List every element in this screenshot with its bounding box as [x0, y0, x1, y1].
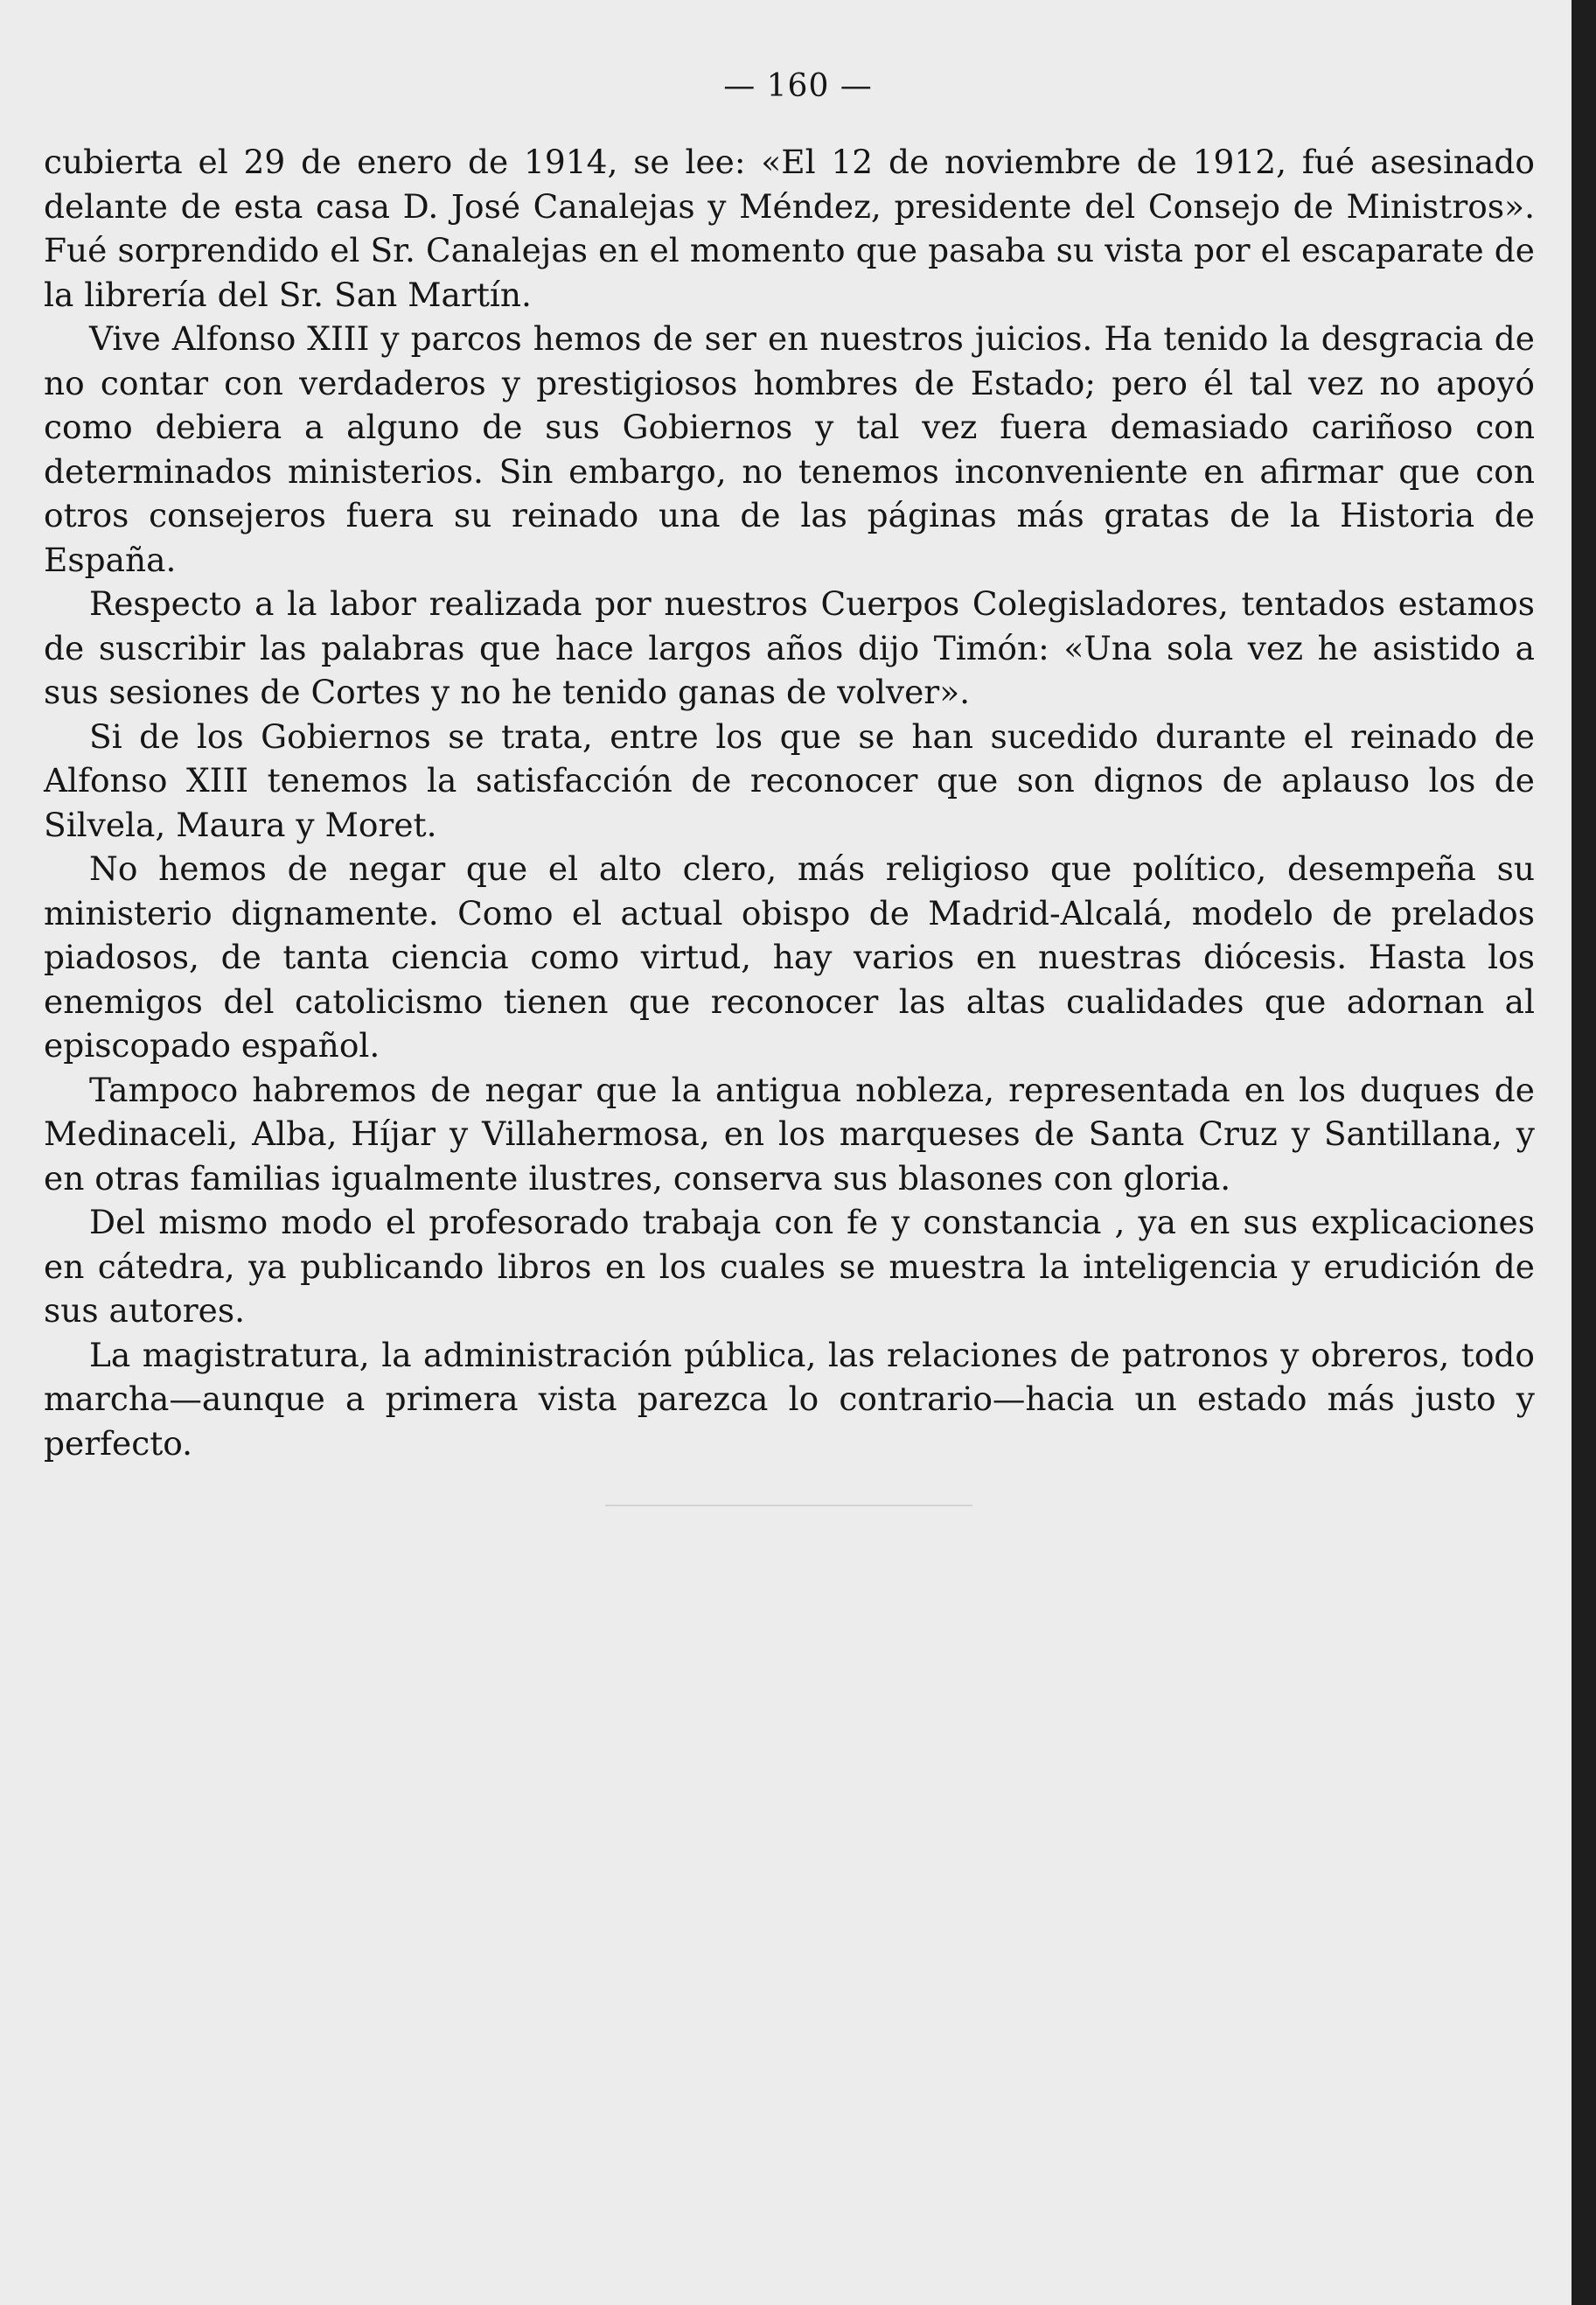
paragraph-6: Tampoco habremos de negar que la antigua nobleza, representada en los duques de Medinaceli, Alba, Híjar y Villahermosa, en los marqueses de Santa Cruz y Santillana, y en otras familias igualmente ilustres, conserva sus blasones con gloria. [44, 1070, 1535, 1198]
show-through-texture [44, 1505, 1535, 2274]
paragraph-7: Del mismo modo el profesorado trabaja con fe y constancia , ya en sus explicaciones en cátedra, ya publicando libros en los cuales se muestra la inteligencia y erudición de sus autores. [44, 1203, 1535, 1330]
paragraph-3: Respecto a la labor realizada por nuestros Cuerpos Colegisladores, tentados estamos de suscribir las palabras que hace largos años dijo Timón: «Una sola vez he asistido a sus sesiones de Cortes y no he tenido ganas de volver». [44, 584, 1535, 711]
body-text [44, 140, 1535, 1465]
page-number: — 160 — [723, 68, 873, 104]
paragraph-5: No hemos de negar que el alto clero, más religioso que político, desempeña su ministerio dignamente. Como el actual obispo de Madrid-Alcalá, modelo de prelados piadosos, de tanta ciencia como virtud, hay varios en nuestras diócesis. Hasta los enemigos del catolicismo tienen que reconocer las altas cualidades que adornan al episcopado español. [44, 849, 1535, 1065]
paragraph-1: cubierta el 29 de enero de 1914, se lee: «El 12 de noviembre de 1912, fué asesinado delante de esta casa D. José Canalejas y Méndez, presidente del Consejo de Ministros». Fué sorprendido el Sr. Canalejas en el momento que pasaba su vista por el escaparate de la librería del Sr. San Martín. [44, 143, 1535, 314]
page-edge-shadow [1572, 0, 1596, 2305]
show-through-rule [606, 1505, 973, 1506]
paragraph-8: La magistratura, la administración pública, las relaciones de patronos y obreros, todo marcha—aunque a primera vista parezca lo contrario—hacia un estado más justo y perfecto. [44, 1335, 1535, 1463]
paragraph-4: Si de los Gobiernos se trata, entre los que se han sucedido durante el reinado de Alfonso XIII tenemos la satisfacción de reconocer que son dignos de aplauso los de Silvela, Maura y Moret. [44, 716, 1535, 844]
paragraph-2: Vive Alfonso XIII y parcos hemos de ser en nuestros juicios. Ha tenido la desgracia de no contar con verdaderos y prestigiosos hombres de Estado; pero él tal vez no apoyó como debiera a alguno de sus Gobiernos y tal vez fuera demasiado cariñoso con determinados ministerios. Sin embargo, no tenemos inconveniente en afirmar que con otros consejeros fuera su reinado una de las páginas más gratas de la Historia de España. [44, 319, 1535, 579]
